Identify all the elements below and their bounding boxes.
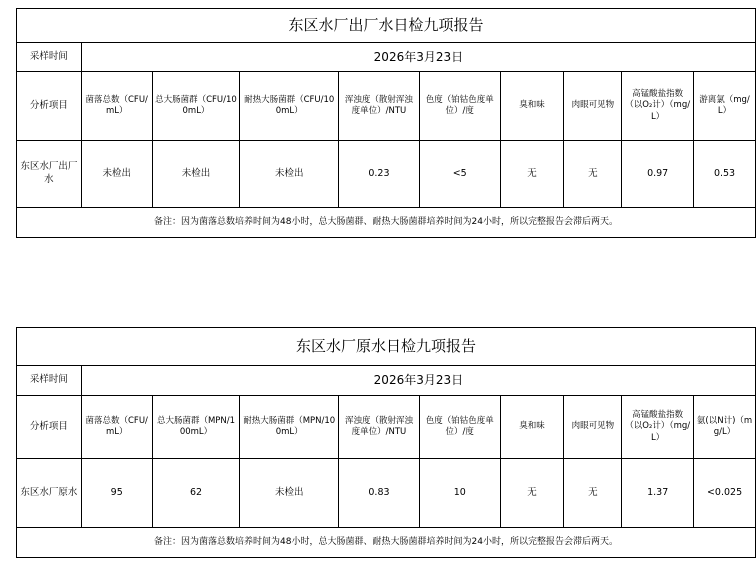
analysis-items-label: 分析项目	[17, 396, 82, 459]
header-visible-matter: 肉眼可见物	[564, 72, 622, 141]
header-colony-count: 菌落总数（CFU/mL）	[81, 72, 152, 141]
header-color: 色度（铂钴色度单位）/度	[419, 396, 500, 459]
header-colony-count: 菌落总数（CFU/mL）	[81, 396, 152, 459]
value-free-chlorine: 0.53	[694, 141, 756, 208]
analysis-items-label: 分析项目	[17, 72, 82, 141]
value-ammonia: <0.025	[694, 459, 756, 528]
value-total-coliforms: 62	[152, 459, 240, 528]
header-odor-taste: 臭和味	[500, 72, 564, 141]
sample-name: 东区水厂原水	[17, 459, 82, 528]
report-title: 东区水厂出厂水日检九项报告	[17, 9, 756, 43]
header-permanganate-index: 高锰酸盐指数（以O₂计）（mg/L）	[622, 396, 694, 459]
value-colony-count: 95	[81, 459, 152, 528]
value-odor-taste: 无	[500, 459, 564, 528]
value-turbidity: 0.83	[339, 459, 420, 528]
header-thermotolerant-coliforms: 耐热大肠菌群（MPN/100mL）	[240, 396, 339, 459]
header-turbidity: 浑浊度（散射浑浊度单位）/NTU	[339, 396, 420, 459]
value-permanganate-index: 1.37	[622, 459, 694, 528]
header-odor-taste: 臭和味	[500, 396, 564, 459]
header-permanganate-index: 高锰酸盐指数（以O₂计）（mg/L）	[622, 72, 694, 141]
sampling-time-label: 采样时间	[17, 43, 82, 72]
header-turbidity: 浑浊度（散射浑浊度单位）/NTU	[339, 72, 420, 141]
header-total-coliforms: 总大肠菌群（CFU/100mL）	[152, 72, 240, 141]
value-thermotolerant-coliforms: 未检出	[240, 459, 339, 528]
value-total-coliforms: 未检出	[152, 141, 240, 208]
value-visible-matter: 无	[564, 141, 622, 208]
header-free-chlorine: 游离氯（mg/L）	[694, 72, 756, 141]
sample-name: 东区水厂出厂水	[17, 141, 82, 208]
sampling-date: 2026年3月23日	[81, 366, 755, 396]
header-total-coliforms: 总大肠菌群（MPN/100mL）	[152, 396, 240, 459]
report-note: 备注：因为菌落总数培养时间为48小时，总大肠菌群、耐热大肠菌群培养时间为24小时，所以完整报告会滞后两天。	[17, 208, 756, 238]
report-title: 东区水厂原水日检九项报告	[17, 328, 756, 366]
raw-water-report-table	[16, 327, 756, 558]
value-visible-matter: 无	[564, 459, 622, 528]
value-odor-taste: 无	[500, 141, 564, 208]
value-permanganate-index: 0.97	[622, 141, 694, 208]
sampling-time-label: 采样时间	[17, 366, 82, 396]
value-turbidity: 0.23	[339, 141, 420, 208]
header-color: 色度（铂钴色度单位）/度	[419, 72, 500, 141]
header-visible-matter: 肉眼可见物	[564, 396, 622, 459]
value-thermotolerant-coliforms: 未检出	[240, 141, 339, 208]
report-note: 备注：因为菌落总数培养时间为48小时，总大肠菌群、耐热大肠菌群培养时间为24小时，所以完整报告会滞后两天。	[17, 528, 756, 558]
header-thermotolerant-coliforms: 耐热大肠菌群（CFU/100mL）	[240, 72, 339, 141]
value-colony-count: 未检出	[81, 141, 152, 208]
value-color: <5	[419, 141, 500, 208]
finished-water-report-table	[16, 8, 756, 238]
header-ammonia: 氨(以N计)（mg/L）	[694, 396, 756, 459]
value-color: 10	[419, 459, 500, 528]
sampling-date: 2026年3月23日	[81, 43, 755, 72]
